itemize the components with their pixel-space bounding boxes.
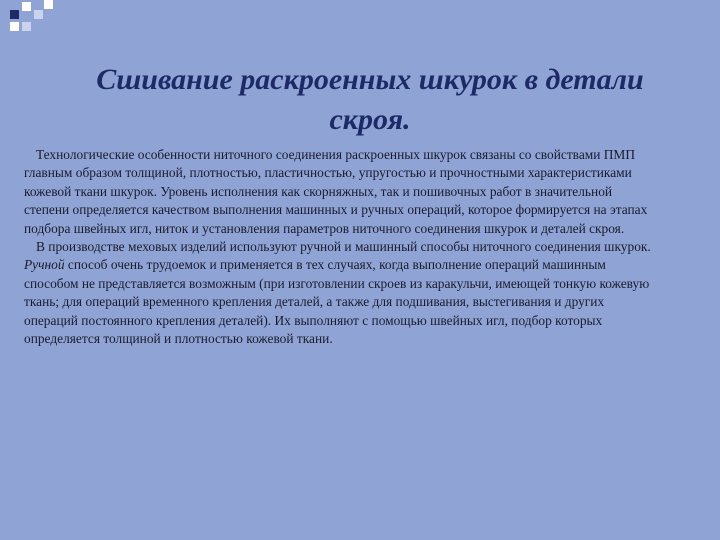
body-paragraph-1: Технологические особенности ниточного соединения раскроенных шкурок связаны со свойствами ПМП главным образом толщиной, плотностью, пластичностью, упругостью и прочностными характеристиками кожевой ткани шкурок. Уровень исполнения как скорняжных, так и пошивочных работ в значительной степени определяется качеством выполнения машинных и ручных операций, которое формируется на этапах подбора швейных игл, ниток и установления параметров ниточного соединения шкурок и деталей скроя. [24,147,648,236]
slide-body [24,146,660,348]
paragraph-2-end: способ очень трудоемок и применяется в тех случаях, когда выполнение операций машинным способом не представляется возможным (при изготовлении скроев из каракульчи, имеющей тонкую кожевую ткань; для операций временного крепления деталей, а также для подшивания, выстегивания и других операций постоянного крепления деталей). Их выполняют с помощью швейных игл, подбор которых определяется толщиной и плотностью кожевой ткани. [24,257,650,347]
deco-square [22,22,31,31]
deco-square [44,0,53,9]
deco-square [10,22,19,31]
corner-decoration [0,0,60,40]
body-paragraph-2 [24,238,660,348]
slide-title: Сшивание раскроенных шкурок в детали скроя. [96,63,644,136]
deco-square [22,2,31,11]
paragraph-2-start: В производстве меховых изделий используют ручной и машинный способы ниточного соединения шкурок. [36,239,651,255]
deco-square [34,10,43,19]
deco-square [10,10,19,19]
paragraph-2-italic: Ручной [24,257,65,273]
